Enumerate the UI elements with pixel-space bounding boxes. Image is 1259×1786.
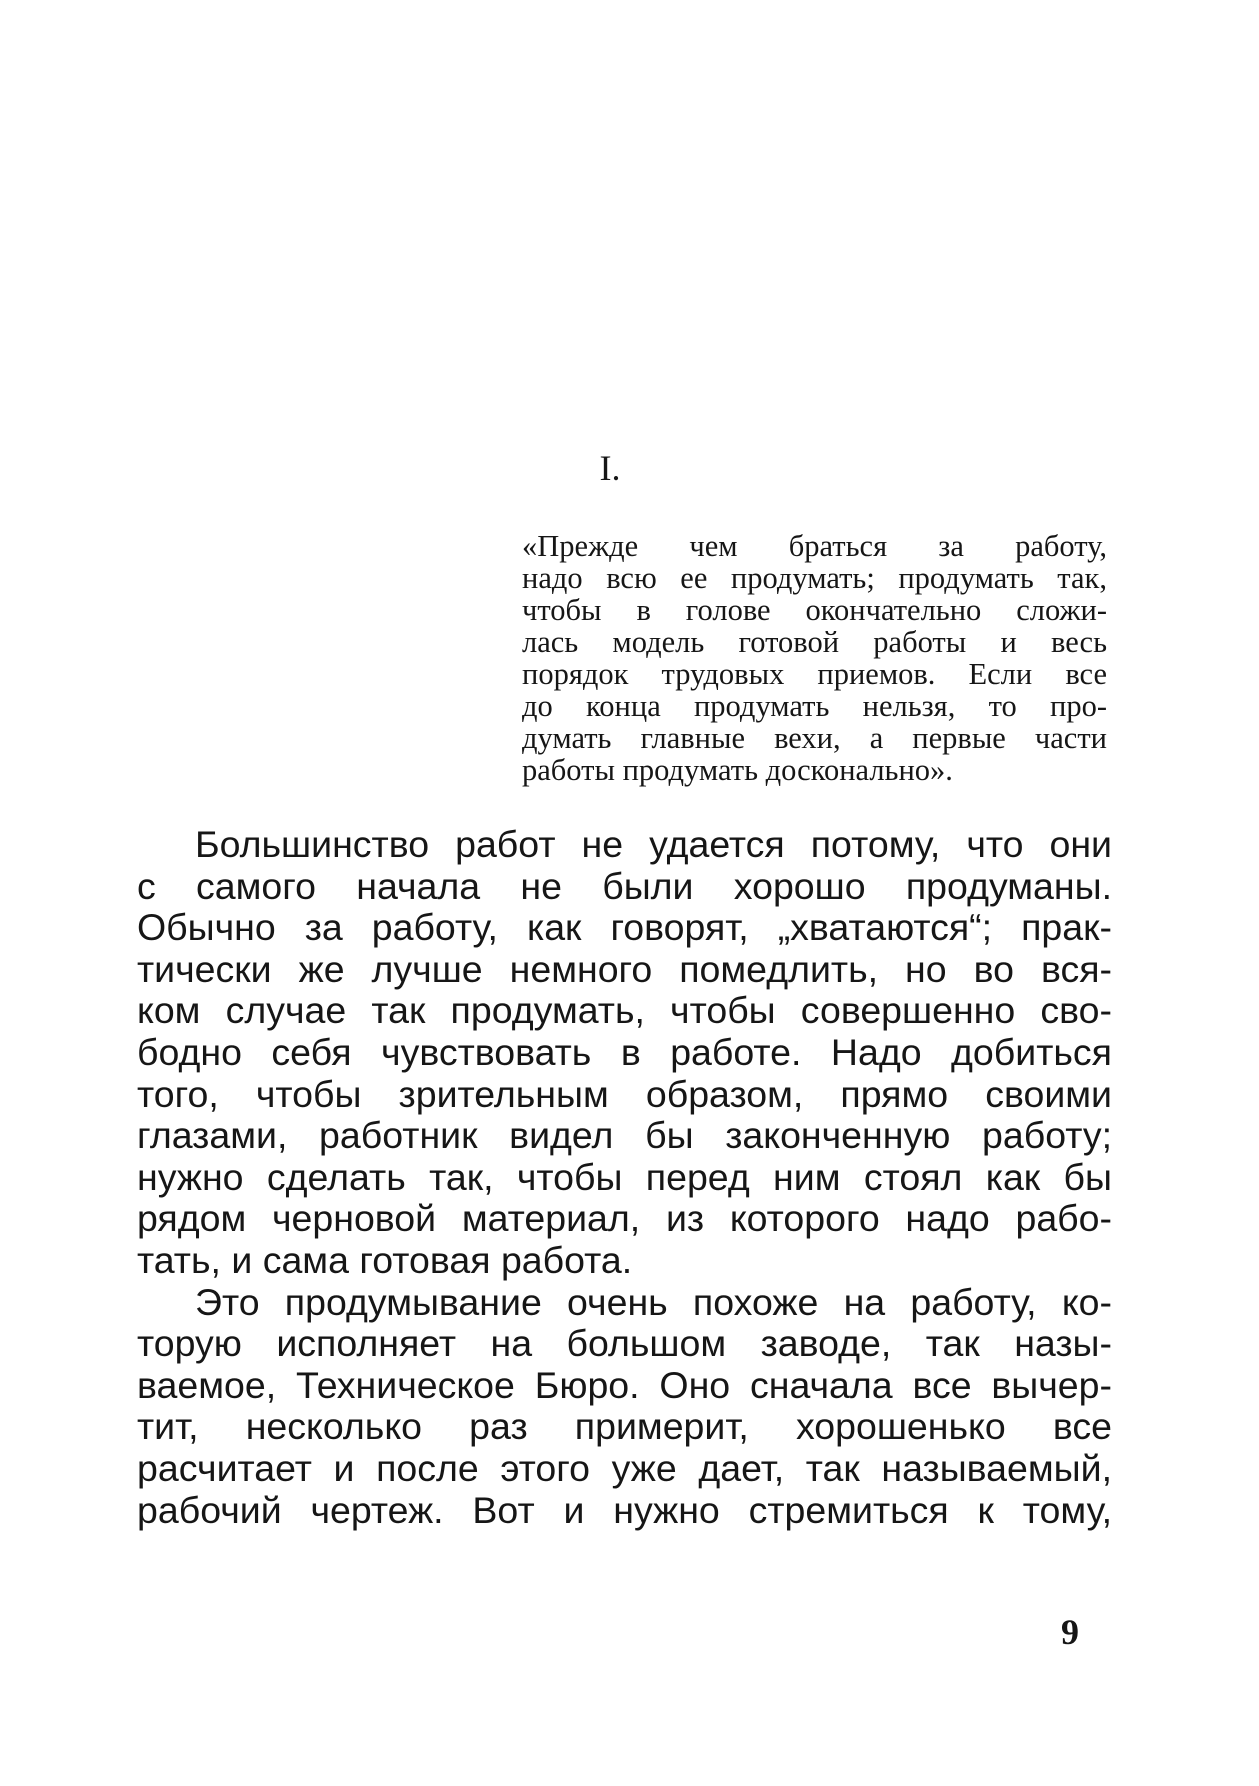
- epigraph: [522, 530, 1107, 786]
- text-line: бодно себя чувствовать в работе. Надо добиться: [137, 1030, 1112, 1073]
- text-line: тать, и сама готовая работа.: [137, 1238, 633, 1281]
- text-line: ваемое, Техническое Бюро. Оно сначала все вычер-: [137, 1363, 1112, 1406]
- text-line: с самого начала не были хорошо продуманы.: [137, 864, 1112, 907]
- paragraph-1: [137, 824, 1112, 1282]
- text-line: расчитает и после этого уже дает, так называемый,: [137, 1446, 1112, 1489]
- text-line: Это продумывание очень похоже на работу, ко-: [195, 1280, 1112, 1323]
- body-text: [137, 824, 1112, 1531]
- paragraph-2: [137, 1282, 1112, 1532]
- epigraph-line: надо всю ее продумать; продумать так,: [522, 561, 1107, 595]
- text-line: того, чтобы зрительным образом, прямо своими: [137, 1072, 1112, 1115]
- text-line: глазами, работник видел бы законченную работу;: [137, 1114, 1112, 1157]
- text-line: рядом черновой материал, из которого надо рабо-: [137, 1197, 1112, 1240]
- chapter-number: I.: [599, 448, 621, 488]
- page-number: 9: [1061, 1612, 1079, 1652]
- epigraph-line: до конца продумать нельзя, то про-: [522, 689, 1107, 723]
- text-line: ком случае так продумать, чтобы совершенно сво-: [137, 989, 1112, 1032]
- epigraph-line: работы продумать досконально».: [522, 753, 953, 787]
- text-line: тически же лучше немного помедлить, но во вся-: [137, 947, 1112, 990]
- epigraph-line: думать главные вехи, а первые части: [522, 721, 1107, 755]
- epigraph-line: чтобы в голове окончательно сложи-: [522, 593, 1107, 627]
- text-line: тит, несколько раз примерит, хорошенько все: [137, 1405, 1112, 1448]
- text-line: Обычно за работу, как говорят, „хватаются“; прак-: [137, 906, 1112, 949]
- text-line: Большинство работ не удается потому, что они: [195, 823, 1112, 865]
- text-line: торую исполняет на большом заводе, так назы-: [137, 1322, 1112, 1365]
- text-line: рабочий чертеж. Вот и нужно стремиться к тому,: [137, 1488, 1112, 1531]
- text-line: нужно сделать так, чтобы перед ним стоял как бы: [137, 1155, 1112, 1198]
- epigraph-line: порядок трудовых приемов. Если все: [522, 657, 1107, 691]
- epigraph-line: лась модель готовой работы и весь: [522, 625, 1107, 659]
- epigraph-line: «Прежде чем браться за работу,: [522, 529, 1107, 563]
